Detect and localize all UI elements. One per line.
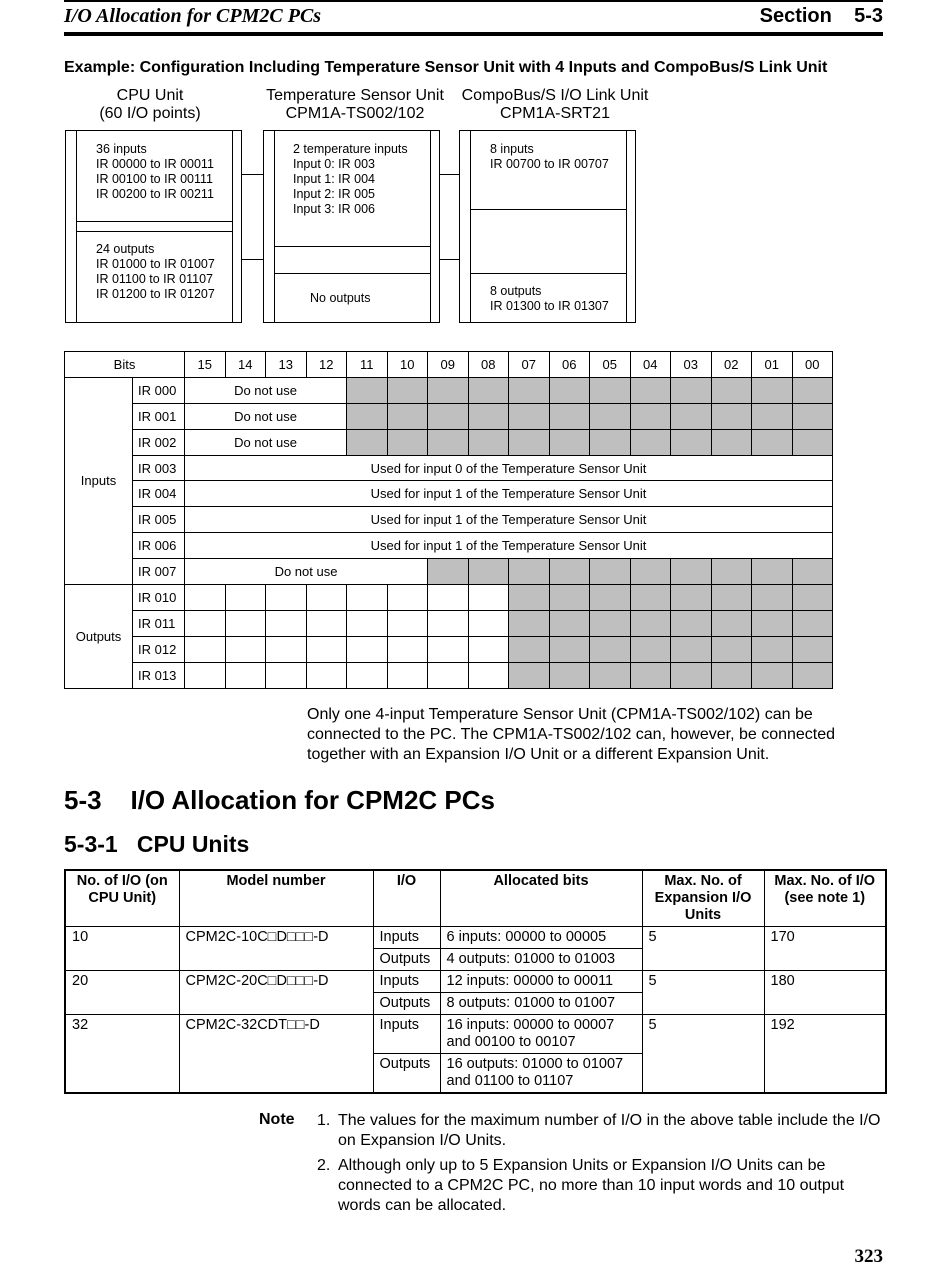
temp-unit-model: CPM1A-TS002/102: [285, 105, 425, 122]
table-row: [65, 927, 886, 949]
unused-bit-cell: [185, 636, 226, 662]
table-row: [65, 559, 833, 585]
used-bit-cell: [671, 403, 712, 429]
io-count-cell: 10: [65, 927, 179, 971]
used-bit-cell: [509, 662, 550, 688]
section-heading: 5-3 I/O Allocation for CPM2C PCs: [64, 785, 495, 815]
used-bit-cell: [630, 403, 671, 429]
used-bit-cell: [792, 403, 833, 429]
unused-bit-cell: [428, 585, 469, 611]
used-bit-cell: [752, 559, 793, 585]
used-bit-cell: [671, 610, 712, 636]
connector-cpu-temp: [242, 174, 263, 260]
used-bit-cell: [549, 636, 590, 662]
used-bit-cell: [387, 377, 428, 403]
bit-allocation-table: [64, 351, 833, 689]
unused-bit-cell: [468, 585, 509, 611]
cpu-unit-points: (60 I/O points): [99, 105, 201, 122]
used-bit-cell: [468, 377, 509, 403]
unused-bit-cell: [185, 662, 226, 688]
used-bit-cell: [752, 377, 793, 403]
connector-temp-link: [439, 174, 460, 260]
table-row: [65, 403, 833, 429]
used-bit-cell: [590, 559, 631, 585]
table-row: [65, 455, 833, 481]
io-type-cell: Outputs: [373, 949, 440, 971]
bit-header: 10: [387, 352, 428, 378]
used-bit-cell: [509, 636, 550, 662]
column-header: Model number: [179, 870, 373, 927]
row-note: Do not use: [185, 403, 347, 429]
used-bit-cell: [752, 662, 793, 688]
used-bit-cell: [428, 559, 469, 585]
model-cell: CPM2C-32CDT□□-D: [179, 1015, 373, 1094]
bit-header: 11: [347, 352, 388, 378]
unused-bit-cell: [225, 585, 266, 611]
model-cell: CPM2C-10C□D□□□-D: [179, 927, 373, 971]
max-units-cell: 5: [642, 971, 764, 1015]
note-label: Note: [259, 1111, 295, 1128]
used-bit-cell: [752, 429, 793, 455]
row-note: Used for input 0 of the Temperature Sensor Unit: [185, 455, 833, 481]
max-io-cell: 170: [764, 927, 886, 971]
note-text: Although only up to 5 Expansion Units or Expansion I/O Units can be connected to a CPM2C PC, no more than 10 input words and 10 output words can be allocated.: [338, 1157, 845, 1214]
unused-bit-cell: [266, 636, 307, 662]
used-bit-cell: [590, 636, 631, 662]
word-label: IR 011: [133, 610, 185, 636]
column-header: No. of I/O (on CPU Unit): [65, 870, 179, 927]
used-bit-cell: [711, 636, 752, 662]
used-bit-cell: [549, 585, 590, 611]
used-bit-cell: [590, 610, 631, 636]
used-bit-cell: [630, 610, 671, 636]
word-label: IR 003: [133, 455, 185, 481]
bit-header: 05: [590, 352, 631, 378]
used-bit-cell: [671, 585, 712, 611]
word-label: IR 000: [133, 377, 185, 403]
unused-bit-cell: [428, 636, 469, 662]
allocated-bits-cell: 12 inputs: 00000 to 00011: [440, 971, 642, 993]
unused-bit-cell: [185, 610, 226, 636]
bits-header-label: Bits: [65, 352, 185, 378]
note-item: [317, 1111, 887, 1153]
inputs-group-label: Inputs: [65, 377, 133, 584]
header-top-rule: [64, 0, 883, 2]
unused-bit-cell: [225, 610, 266, 636]
unused-bit-cell: [387, 636, 428, 662]
column-header: Allocated bits: [440, 870, 642, 927]
io-type-cell: Inputs: [373, 1015, 440, 1054]
used-bit-cell: [590, 429, 631, 455]
table-row: [65, 533, 833, 559]
unused-bit-cell: [428, 662, 469, 688]
used-bit-cell: [347, 429, 388, 455]
used-bit-cell: [752, 585, 793, 611]
word-label: IR 002: [133, 429, 185, 455]
row-note: Do not use: [185, 559, 428, 585]
unused-bit-cell: [225, 662, 266, 688]
used-bit-cell: [468, 559, 509, 585]
max-io-cell: 192: [764, 1015, 886, 1094]
table-row: [65, 481, 833, 507]
used-bit-cell: [711, 610, 752, 636]
used-bit-cell: [387, 429, 428, 455]
bit-header: 09: [428, 352, 469, 378]
page-header-section: Section 5-3: [759, 5, 883, 27]
used-bit-cell: [792, 636, 833, 662]
cpu-unit-heading: [80, 87, 220, 123]
link-unit-model: CPM1A-SRT21: [500, 105, 610, 122]
word-label: IR 007: [133, 559, 185, 585]
row-note: Used for input 1 of the Temperature Sensor Unit: [185, 533, 833, 559]
unused-bit-cell: [347, 610, 388, 636]
bit-header: 06: [549, 352, 590, 378]
used-bit-cell: [711, 429, 752, 455]
table-row: [65, 662, 833, 688]
word-label: IR 005: [133, 507, 185, 533]
used-bit-cell: [630, 636, 671, 662]
used-bit-cell: [509, 610, 550, 636]
used-bit-cell: [752, 610, 793, 636]
allocated-bits-cell: 4 outputs: 01000 to 01003: [440, 949, 642, 971]
note-item: [317, 1156, 887, 1218]
temp-outputs-text: No outputs: [310, 291, 371, 305]
restriction-paragraph: Only one 4-input Temperature Sensor Unit (CPM1A-TS002/102) can be connected to the PC. The CPM1A-TS002/102 can, however, be connected together with an Expansion I/O Unit or a different Expansion Unit.: [307, 706, 836, 763]
used-bit-cell: [549, 377, 590, 403]
used-bit-cell: [509, 403, 550, 429]
unused-bit-cell: [387, 610, 428, 636]
used-bit-cell: [792, 377, 833, 403]
note-text: The values for the maximum number of I/O in the above table include the I/O on Expansion I/O Units.: [338, 1112, 881, 1149]
used-bit-cell: [428, 429, 469, 455]
row-note: Used for input 1 of the Temperature Sensor Unit: [185, 507, 833, 533]
allocated-bits-cell: 16 outputs: 01000 to 01007 and 01100 to 01107: [440, 1054, 642, 1094]
bit-header: 02: [711, 352, 752, 378]
used-bit-cell: [549, 559, 590, 585]
link-unit-heading: [453, 87, 657, 123]
cpu-unit-name: CPU Unit: [116, 87, 184, 104]
bit-header: 04: [630, 352, 671, 378]
temp-unit-heading: [255, 87, 455, 123]
io-count-cell: 32: [65, 1015, 179, 1094]
used-bit-cell: [347, 403, 388, 429]
row-note: Do not use: [185, 429, 347, 455]
link-unit-name: CompoBus/S I/O Link Unit: [461, 87, 649, 104]
table-row: [65, 1015, 886, 1054]
used-bit-cell: [711, 559, 752, 585]
word-label: IR 004: [133, 481, 185, 507]
word-label: IR 006: [133, 533, 185, 559]
io-type-cell: Inputs: [373, 971, 440, 993]
unused-bit-cell: [306, 662, 347, 688]
used-bit-cell: [509, 559, 550, 585]
allocated-bits-cell: 6 inputs: 00000 to 00005: [440, 927, 642, 949]
unused-bit-cell: [468, 636, 509, 662]
unused-bit-cell: [306, 585, 347, 611]
example-title: Example: Configuration Including Temperature Sensor Unit with 4 Inputs and CompoBus/S Link Unit: [64, 59, 828, 76]
used-bit-cell: [509, 377, 550, 403]
used-bit-cell: [792, 610, 833, 636]
unused-bit-cell: [387, 662, 428, 688]
used-bit-cell: [792, 429, 833, 455]
used-bit-cell: [590, 585, 631, 611]
unused-bit-cell: [306, 636, 347, 662]
bit-header: 13: [266, 352, 307, 378]
io-type-cell: Outputs: [373, 993, 440, 1015]
table-row: [65, 377, 833, 403]
page-header-title: I/O Allocation for CPM2C PCs: [64, 5, 322, 27]
column-header: I/O: [373, 870, 440, 927]
bit-header: 14: [225, 352, 266, 378]
used-bit-cell: [468, 403, 509, 429]
used-bit-cell: [509, 585, 550, 611]
bit-header: 00: [792, 352, 833, 378]
unused-bit-cell: [387, 585, 428, 611]
note-number: 1.: [317, 1112, 331, 1129]
max-io-cell: 180: [764, 971, 886, 1015]
bit-header: 07: [509, 352, 550, 378]
io-type-cell: Outputs: [373, 1054, 440, 1094]
used-bit-cell: [792, 585, 833, 611]
max-units-cell: 5: [642, 1015, 764, 1094]
allocated-bits-cell: 16 inputs: 00000 to 00007 and 00100 to 00107: [440, 1015, 642, 1054]
bit-header: 08: [468, 352, 509, 378]
used-bit-cell: [711, 403, 752, 429]
used-bit-cell: [590, 662, 631, 688]
table-row: [65, 585, 833, 611]
max-units-cell: 5: [642, 927, 764, 971]
used-bit-cell: [711, 377, 752, 403]
used-bit-cell: [428, 403, 469, 429]
word-label: IR 012: [133, 636, 185, 662]
used-bit-cell: [509, 429, 550, 455]
cpu-units-table: [64, 869, 887, 1094]
cpu-inputs-text: 36 inputs IR 00000 to IR 00011 IR 00100 to IR 00111 IR 00200 to IR 00211: [96, 142, 214, 201]
page-number: 323: [854, 1246, 883, 1267]
used-bit-cell: [671, 559, 712, 585]
used-bit-cell: [671, 377, 712, 403]
temp-unit-name: Temperature Sensor Unit: [266, 87, 444, 104]
used-bit-cell: [671, 636, 712, 662]
used-bit-cell: [671, 429, 712, 455]
note-number: 2.: [317, 1157, 331, 1174]
used-bit-cell: [590, 403, 631, 429]
bit-header: 12: [306, 352, 347, 378]
word-label: IR 013: [133, 662, 185, 688]
table-row: [65, 610, 833, 636]
unused-bit-cell: [347, 662, 388, 688]
subsection-heading: 5-3-1 CPU Units: [64, 831, 250, 857]
bits-header-row: [65, 352, 833, 378]
used-bit-cell: [630, 559, 671, 585]
io-count-cell: 20: [65, 971, 179, 1015]
header-rule: [64, 32, 883, 36]
word-label: IR 010: [133, 585, 185, 611]
used-bit-cell: [752, 403, 793, 429]
used-bit-cell: [752, 636, 793, 662]
used-bit-cell: [792, 559, 833, 585]
used-bit-cell: [630, 662, 671, 688]
model-cell: CPM2C-20C□D□□□-D: [179, 971, 373, 1015]
unused-bit-cell: [225, 636, 266, 662]
used-bit-cell: [590, 377, 631, 403]
link-outputs-text: 8 outputs IR 01300 to IR 01307: [490, 284, 609, 313]
temp-inputs-text: 2 temperature inputs Input 0: IR 003 Input 1: IR 004 Input 2: IR 005 Input 3: IR 006: [293, 142, 408, 216]
link-inputs-text: 8 inputs IR 00700 to IR 00707: [490, 142, 609, 171]
column-header: Max. No. of I/O (see note 1): [764, 870, 886, 927]
unused-bit-cell: [266, 585, 307, 611]
unused-bit-cell: [347, 585, 388, 611]
used-bit-cell: [428, 377, 469, 403]
used-bit-cell: [711, 662, 752, 688]
used-bit-cell: [711, 585, 752, 611]
used-bit-cell: [630, 585, 671, 611]
used-bit-cell: [549, 429, 590, 455]
used-bit-cell: [792, 662, 833, 688]
row-note: Do not use: [185, 377, 347, 403]
used-bit-cell: [671, 662, 712, 688]
unused-bit-cell: [266, 662, 307, 688]
table-row: [65, 636, 833, 662]
table-row: [65, 429, 833, 455]
unused-bit-cell: [468, 610, 509, 636]
unused-bit-cell: [347, 636, 388, 662]
used-bit-cell: [347, 377, 388, 403]
outputs-group-label: Outputs: [65, 585, 133, 689]
used-bit-cell: [630, 429, 671, 455]
unused-bit-cell: [306, 610, 347, 636]
allocated-bits-cell: 8 outputs: 01000 to 01007: [440, 993, 642, 1015]
used-bit-cell: [468, 429, 509, 455]
bit-header: 03: [671, 352, 712, 378]
used-bit-cell: [549, 403, 590, 429]
row-note: Used for input 1 of the Temperature Sensor Unit: [185, 481, 833, 507]
used-bit-cell: [387, 403, 428, 429]
io-type-cell: Inputs: [373, 927, 440, 949]
table-header-row: [65, 870, 886, 927]
column-header: Max. No. of Expansion I/O Units: [642, 870, 764, 927]
used-bit-cell: [549, 610, 590, 636]
bit-header: 15: [185, 352, 226, 378]
word-label: IR 001: [133, 403, 185, 429]
table-row: [65, 971, 886, 993]
table-row: [65, 507, 833, 533]
unused-bit-cell: [428, 610, 469, 636]
unused-bit-cell: [266, 610, 307, 636]
used-bit-cell: [549, 662, 590, 688]
unused-bit-cell: [185, 585, 226, 611]
bit-header: 01: [752, 352, 793, 378]
cpu-outputs-text: 24 outputs IR 01000 to IR 01007 IR 01100 to IR 01107 IR 01200 to IR 01207: [96, 242, 215, 301]
used-bit-cell: [630, 377, 671, 403]
unused-bit-cell: [468, 662, 509, 688]
